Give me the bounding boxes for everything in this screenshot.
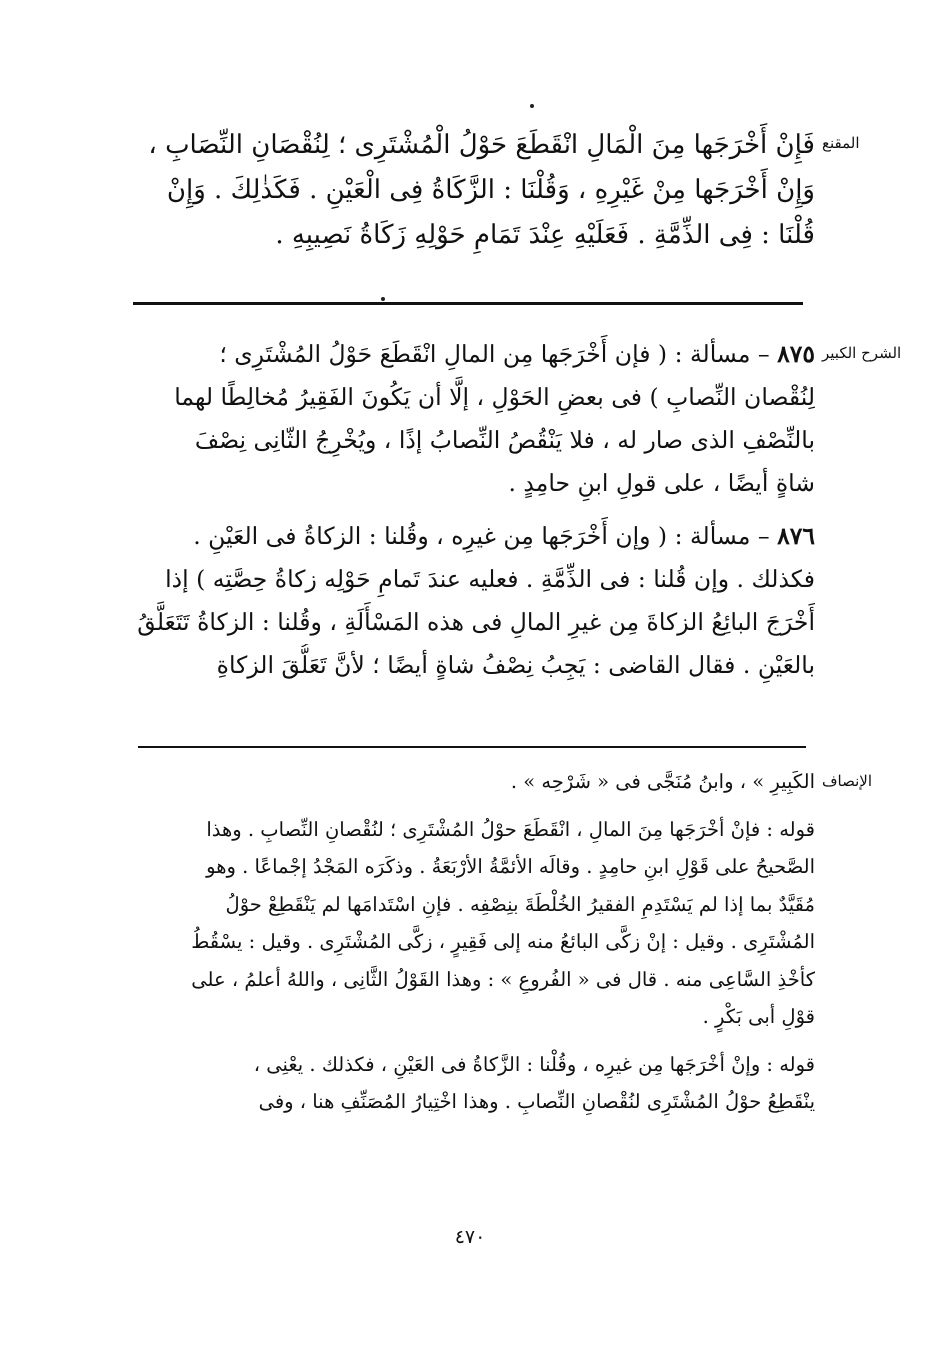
muqni-line-3: قُلْنَا : فِى الذِّمَّةِ . فَعَلَيْهِ عِنْدَ تَمَامِ حَوْلِهِ زَكَاةُ نَصِيبِهِ . <box>275 220 815 250</box>
issue-875-line-1 <box>125 333 815 376</box>
thin-divider <box>138 746 806 748</box>
sharh-text <box>125 333 815 687</box>
insaf-line: ينْقَطِعُ حوْلُ المُشْتَرِى لنُقْصانِ النِّصابِ . وهذا اخْتِيارُ المُصَنِّفِ هنا ، وفى <box>258 1090 815 1113</box>
muqni-text <box>125 123 815 258</box>
insaf-line: الكَبِيرِ » ، وابنُ مُنَجَّى فى « شَرْحِه » . <box>510 770 815 793</box>
issue-875-line-2: لِنُقْصان النِّصابِ ) فى بعضِ الحَوْلِ ، إلَّا أن يَكُونَ الفَقِيرُ مُخالِطًا لهما <box>174 383 815 411</box>
muqni-line-1: فَإِنْ أَخْرَجَها مِنَ الْمَالِ انْقَطَعَ حَوْلُ الْمُشْتَرِى ؛ لِنُقْصَانِ النِّصَابِ ، <box>148 130 815 160</box>
issue-876-line-3: أَخْرَجَ البائِعُ الزكاةَ مِن غيرِ المالِ فى هذه المَسْأَلَةِ ، وقُلنا : الزكاةُ تَتَعَلَّقُ <box>137 608 815 636</box>
insaf-label: الإنصاف <box>822 772 873 790</box>
issue-875-number: ٨٧٥ <box>777 340 815 368</box>
muqni-label: المقنع <box>822 134 860 152</box>
insaf-line: كأخْذِ السَّاعِى منه . قال فى « الفُروعِ » : وهذا القَوْلُ الثَّانِى ، واللهُ أعلمُ ، على <box>191 967 815 991</box>
insaf-line: المُشْتَرِى . وقيل : إنْ زكَّى البائعُ منه إلى فَقِيرٍ ، زكَّى المُشْتَرِى . وقيل : يسْقُطُ <box>191 930 815 953</box>
muqni-line-2: وَإِنْ أَخْرَجَها مِنْ غَيْرِهِ ، وَقُلْنَا : الزَّكَاةُ فِى الْعَيْنِ . فَكَذٰلِكَ . وَإِنْ <box>166 175 815 205</box>
insaf-text <box>125 763 815 1121</box>
issue-876-line-4: بالعَيْنِ . فقال القاضى : يَجِبُ نِصْفُ شاةٍ أيضًا ؛ لأنَّ تَعَلُّقَ الزكاةِ <box>216 651 815 679</box>
issue-876-heading: – مسألة : ( وإن أَخْرَجَها مِن غيرِه ، وقُلنا : الزكاةُ فى العَيْنِ . <box>193 522 778 550</box>
issue-875-line-4: شاةٍ أيضًا ، على قولِ ابنِ حامِدٍ . <box>508 469 815 497</box>
insaf-line: قوله : وإنْ أخْرَجَها مِن غيرِه ، وقُلْنا : الزَّكاةُ فى العَيْنِ ، فكذلك . يعْنِى ، <box>253 1052 815 1076</box>
issue-876-line-2: فكذلك . وإن قُلنا : فى الذِّمَّةِ . فعليه عندَ تَمامِ حَوْلِه زكاةُ حِصَّتِه ) إذا <box>165 565 815 593</box>
issue-876-number: ٨٧٦ <box>777 522 815 550</box>
issue-876-line-1 <box>125 515 815 558</box>
insaf-line: مُقَيَّدٌ بما إذا لم يَسْتَدِمِ الفقيرُ الخُلْطَةَ بنِصْفِه . فإنِ اسْتَدامَها لم يَنْقَطِعْ حوْلُ <box>225 892 815 916</box>
thick-divider <box>133 302 803 305</box>
ink-dot <box>381 297 385 301</box>
insaf-line: قوْلِ أبى بَكْرٍ . <box>702 1005 815 1028</box>
page-number: ٤٧٠ <box>454 1226 486 1248</box>
ink-dot <box>530 104 534 108</box>
sharh-label: الشرح الكبير <box>822 344 902 362</box>
issue-875-heading: – مسألة : ( فإن أَخْرَجَها مِن المالِ انْقَطَعَ حَوْلُ المُشْتَرِى ؛ <box>219 340 778 368</box>
insaf-line: الصَّحيحُ على قَوْلِ ابنِ حامِدٍ . وقالَه الأئمَّةُ الأرْبَعَةُ . وذكَرَه المَجْدُ إجْماعًا . وهو <box>206 855 815 878</box>
issue-875-line-3: بالنِّصْفِ الذى صار له ، فلا يَنْقُصُ النِّصابُ إذًا ، ويُخْرِجُ الثّانِى نِصْفَ <box>194 426 815 454</box>
insaf-line: قوله : فإنْ أخْرَجَها مِنَ المالِ ، انْقَطَعَ حوْلُ المُشْتَرِى ؛ لنُقْصانِ النِّصابِ . وهذا <box>206 817 815 841</box>
